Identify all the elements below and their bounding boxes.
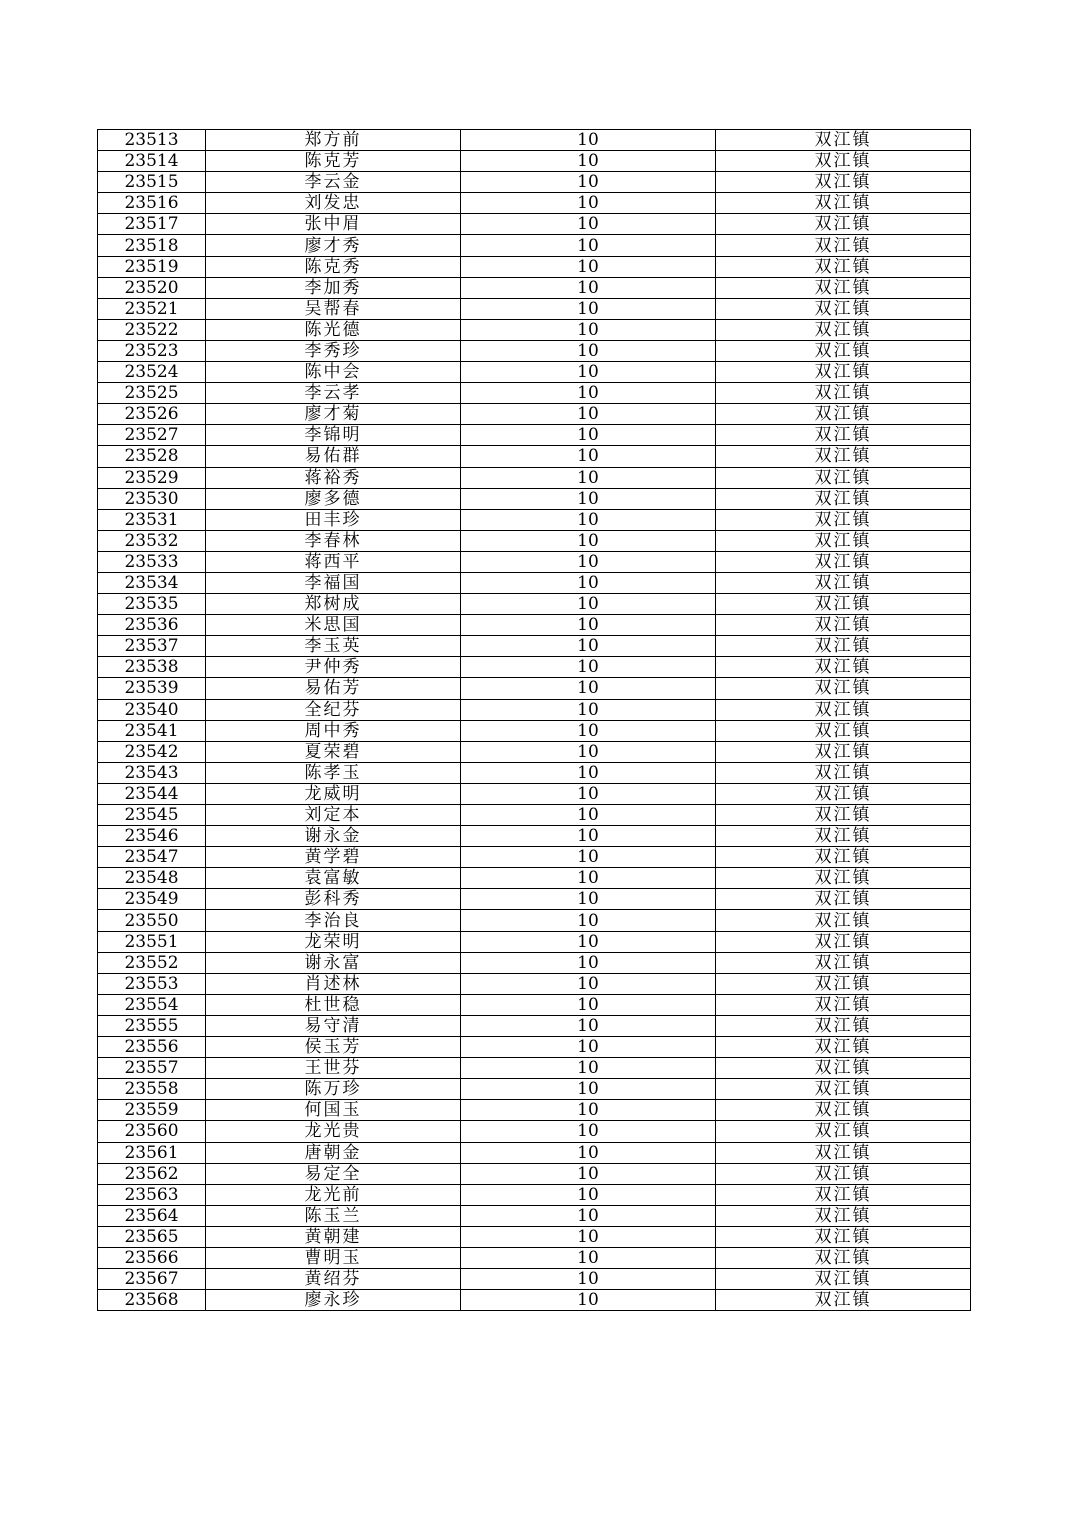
- amount-cell: 10: [461, 741, 716, 762]
- row-number-cell: 23533: [98, 551, 206, 572]
- row-number-cell: 23528: [98, 446, 206, 467]
- name-cell: 黄绍芬: [206, 1269, 461, 1290]
- row-number-cell: 23559: [98, 1100, 206, 1121]
- name-cell: 陈玉兰: [206, 1205, 461, 1226]
- amount-cell: 10: [461, 1226, 716, 1247]
- amount-cell: 10: [461, 615, 716, 636]
- row-number-cell: 23532: [98, 530, 206, 551]
- town-cell: 双江镇: [716, 1121, 971, 1142]
- town-cell: 双江镇: [716, 1142, 971, 1163]
- amount-cell: 10: [461, 446, 716, 467]
- amount-cell: 10: [461, 551, 716, 572]
- amount-cell: 10: [461, 340, 716, 361]
- table-row: [98, 699, 971, 720]
- town-cell: 双江镇: [716, 1269, 971, 1290]
- town-cell: 双江镇: [716, 1079, 971, 1100]
- amount-cell: 10: [461, 1142, 716, 1163]
- name-cell: 蒋西平: [206, 551, 461, 572]
- name-cell: 易定全: [206, 1163, 461, 1184]
- table-row: [98, 425, 971, 446]
- table-row: [98, 994, 971, 1015]
- name-cell: 蒋裕秀: [206, 467, 461, 488]
- table-row: [98, 235, 971, 256]
- name-cell: 龙荣明: [206, 931, 461, 952]
- row-number-cell: 23530: [98, 488, 206, 509]
- row-number-cell: 23534: [98, 572, 206, 593]
- town-cell: 双江镇: [716, 741, 971, 762]
- amount-cell: 10: [461, 151, 716, 172]
- amount-cell: 10: [461, 594, 716, 615]
- row-number-cell: 23551: [98, 931, 206, 952]
- amount-cell: 10: [461, 298, 716, 319]
- table-row: [98, 973, 971, 994]
- amount-cell: 10: [461, 467, 716, 488]
- town-cell: 双江镇: [716, 277, 971, 298]
- row-number-cell: 23521: [98, 298, 206, 319]
- name-cell: 郑树成: [206, 594, 461, 615]
- amount-cell: 10: [461, 319, 716, 340]
- name-cell: 肖述林: [206, 973, 461, 994]
- town-cell: 双江镇: [716, 868, 971, 889]
- table-row: [98, 594, 971, 615]
- town-cell: 双江镇: [716, 973, 971, 994]
- table-row: [98, 847, 971, 868]
- row-number-cell: 23549: [98, 889, 206, 910]
- row-number-cell: 23538: [98, 657, 206, 678]
- name-cell: 田丰珍: [206, 509, 461, 530]
- table-row: [98, 1290, 971, 1311]
- town-cell: 双江镇: [716, 1037, 971, 1058]
- town-cell: 双江镇: [716, 952, 971, 973]
- table-row: [98, 889, 971, 910]
- row-number-cell: 23513: [98, 130, 206, 151]
- amount-cell: 10: [461, 193, 716, 214]
- amount-cell: 10: [461, 931, 716, 952]
- name-cell: 廖才菊: [206, 404, 461, 425]
- town-cell: 双江镇: [716, 509, 971, 530]
- table-row: [98, 678, 971, 699]
- name-cell: 刘定本: [206, 805, 461, 826]
- town-cell: 双江镇: [716, 235, 971, 256]
- row-number-cell: 23564: [98, 1205, 206, 1226]
- table-row: [98, 130, 971, 151]
- amount-cell: 10: [461, 572, 716, 593]
- table-row: [98, 298, 971, 319]
- name-cell: 廖才秀: [206, 235, 461, 256]
- row-number-cell: 23522: [98, 319, 206, 340]
- town-cell: 双江镇: [716, 1247, 971, 1268]
- town-cell: 双江镇: [716, 699, 971, 720]
- table-row: [98, 1015, 971, 1036]
- town-cell: 双江镇: [716, 446, 971, 467]
- row-number-cell: 23558: [98, 1079, 206, 1100]
- town-cell: 双江镇: [716, 130, 971, 151]
- town-cell: 双江镇: [716, 193, 971, 214]
- table-row: [98, 530, 971, 551]
- town-cell: 双江镇: [716, 678, 971, 699]
- town-cell: 双江镇: [716, 636, 971, 657]
- name-cell: 陈中会: [206, 362, 461, 383]
- table-row: [98, 1079, 971, 1100]
- town-cell: 双江镇: [716, 910, 971, 931]
- table-row: [98, 805, 971, 826]
- amount-cell: 10: [461, 214, 716, 235]
- row-number-cell: 23516: [98, 193, 206, 214]
- table-row: [98, 1142, 971, 1163]
- table-row: [98, 1058, 971, 1079]
- name-cell: 李玉英: [206, 636, 461, 657]
- name-cell: 李云金: [206, 172, 461, 193]
- row-number-cell: 23550: [98, 910, 206, 931]
- roster-table: [97, 129, 971, 1311]
- amount-cell: 10: [461, 130, 716, 151]
- amount-cell: 10: [461, 805, 716, 826]
- row-number-cell: 23527: [98, 425, 206, 446]
- town-cell: 双江镇: [716, 488, 971, 509]
- town-cell: 双江镇: [716, 1015, 971, 1036]
- name-cell: 黄学碧: [206, 847, 461, 868]
- name-cell: 李加秀: [206, 277, 461, 298]
- amount-cell: 10: [461, 1079, 716, 1100]
- name-cell: 李锦明: [206, 425, 461, 446]
- amount-cell: 10: [461, 783, 716, 804]
- row-number-cell: 23541: [98, 720, 206, 741]
- town-cell: 双江镇: [716, 847, 971, 868]
- name-cell: 袁富敏: [206, 868, 461, 889]
- name-cell: 唐朝金: [206, 1142, 461, 1163]
- name-cell: 龙威明: [206, 783, 461, 804]
- amount-cell: 10: [461, 762, 716, 783]
- name-cell: 张中眉: [206, 214, 461, 235]
- name-cell: 尹仲秀: [206, 657, 461, 678]
- row-number-cell: 23545: [98, 805, 206, 826]
- amount-cell: 10: [461, 1037, 716, 1058]
- row-number-cell: 23568: [98, 1290, 206, 1311]
- amount-cell: 10: [461, 720, 716, 741]
- row-number-cell: 23526: [98, 404, 206, 425]
- table-row: [98, 509, 971, 530]
- amount-cell: 10: [461, 699, 716, 720]
- name-cell: 李福国: [206, 572, 461, 593]
- name-cell: 易佑芳: [206, 678, 461, 699]
- table-row: [98, 931, 971, 952]
- row-number-cell: 23552: [98, 952, 206, 973]
- table-row: [98, 467, 971, 488]
- row-number-cell: 23561: [98, 1142, 206, 1163]
- amount-cell: 10: [461, 1247, 716, 1268]
- name-cell: 李秀珍: [206, 340, 461, 361]
- row-number-cell: 23543: [98, 762, 206, 783]
- table-row: [98, 910, 971, 931]
- town-cell: 双江镇: [716, 319, 971, 340]
- amount-cell: 10: [461, 1015, 716, 1036]
- name-cell: 吴帮春: [206, 298, 461, 319]
- town-cell: 双江镇: [716, 1163, 971, 1184]
- amount-cell: 10: [461, 994, 716, 1015]
- table-row: [98, 657, 971, 678]
- town-cell: 双江镇: [716, 404, 971, 425]
- table-row: [98, 1205, 971, 1226]
- amount-cell: 10: [461, 1269, 716, 1290]
- name-cell: 米思国: [206, 615, 461, 636]
- town-cell: 双江镇: [716, 1100, 971, 1121]
- row-number-cell: 23560: [98, 1121, 206, 1142]
- town-cell: 双江镇: [716, 151, 971, 172]
- town-cell: 双江镇: [716, 551, 971, 572]
- town-cell: 双江镇: [716, 298, 971, 319]
- town-cell: 双江镇: [716, 1290, 971, 1311]
- table-row: [98, 952, 971, 973]
- amount-cell: 10: [461, 1100, 716, 1121]
- name-cell: 廖永珍: [206, 1290, 461, 1311]
- name-cell: 龙光贵: [206, 1121, 461, 1142]
- amount-cell: 10: [461, 973, 716, 994]
- name-cell: 李治良: [206, 910, 461, 931]
- table-row: [98, 319, 971, 340]
- amount-cell: 10: [461, 657, 716, 678]
- town-cell: 双江镇: [716, 1226, 971, 1247]
- table-row: [98, 826, 971, 847]
- town-cell: 双江镇: [716, 1205, 971, 1226]
- table-row: [98, 193, 971, 214]
- town-cell: 双江镇: [716, 826, 971, 847]
- amount-cell: 10: [461, 868, 716, 889]
- row-number-cell: 23548: [98, 868, 206, 889]
- row-number-cell: 23562: [98, 1163, 206, 1184]
- amount-cell: 10: [461, 1058, 716, 1079]
- amount-cell: 10: [461, 826, 716, 847]
- row-number-cell: 23557: [98, 1058, 206, 1079]
- name-cell: 郑方前: [206, 130, 461, 151]
- table-row: [98, 277, 971, 298]
- amount-cell: 10: [461, 425, 716, 446]
- row-number-cell: 23563: [98, 1184, 206, 1205]
- town-cell: 双江镇: [716, 805, 971, 826]
- table-row: [98, 636, 971, 657]
- amount-cell: 10: [461, 362, 716, 383]
- name-cell: 谢永富: [206, 952, 461, 973]
- table-row: [98, 1184, 971, 1205]
- table-row: [98, 615, 971, 636]
- name-cell: 杜世稳: [206, 994, 461, 1015]
- table-row: [98, 1121, 971, 1142]
- town-cell: 双江镇: [716, 762, 971, 783]
- town-cell: 双江镇: [716, 383, 971, 404]
- town-cell: 双江镇: [716, 362, 971, 383]
- amount-cell: 10: [461, 910, 716, 931]
- name-cell: 陈克秀: [206, 256, 461, 277]
- row-number-cell: 23555: [98, 1015, 206, 1036]
- town-cell: 双江镇: [716, 340, 971, 361]
- row-number-cell: 23553: [98, 973, 206, 994]
- town-cell: 双江镇: [716, 1058, 971, 1079]
- amount-cell: 10: [461, 1163, 716, 1184]
- amount-cell: 10: [461, 509, 716, 530]
- amount-cell: 10: [461, 256, 716, 277]
- name-cell: 陈万珍: [206, 1079, 461, 1100]
- name-cell: 李春林: [206, 530, 461, 551]
- town-cell: 双江镇: [716, 994, 971, 1015]
- row-number-cell: 23539: [98, 678, 206, 699]
- amount-cell: 10: [461, 1205, 716, 1226]
- town-cell: 双江镇: [716, 425, 971, 446]
- name-cell: 李云孝: [206, 383, 461, 404]
- table-row: [98, 404, 971, 425]
- amount-cell: 10: [461, 889, 716, 910]
- name-cell: 易佑群: [206, 446, 461, 467]
- table-row: [98, 868, 971, 889]
- row-number-cell: 23514: [98, 151, 206, 172]
- roster-table-body: [98, 130, 971, 1311]
- table-row: [98, 572, 971, 593]
- amount-cell: 10: [461, 404, 716, 425]
- amount-cell: 10: [461, 530, 716, 551]
- row-number-cell: 23546: [98, 826, 206, 847]
- amount-cell: 10: [461, 1184, 716, 1205]
- row-number-cell: 23519: [98, 256, 206, 277]
- table-row: [98, 1100, 971, 1121]
- town-cell: 双江镇: [716, 1184, 971, 1205]
- amount-cell: 10: [461, 488, 716, 509]
- table-row: [98, 1037, 971, 1058]
- town-cell: 双江镇: [716, 931, 971, 952]
- table-row: [98, 340, 971, 361]
- town-cell: 双江镇: [716, 572, 971, 593]
- town-cell: 双江镇: [716, 467, 971, 488]
- town-cell: 双江镇: [716, 720, 971, 741]
- table-row: [98, 172, 971, 193]
- amount-cell: 10: [461, 847, 716, 868]
- name-cell: 陈光德: [206, 319, 461, 340]
- name-cell: 谢永金: [206, 826, 461, 847]
- town-cell: 双江镇: [716, 889, 971, 910]
- table-row: [98, 1163, 971, 1184]
- row-number-cell: 23537: [98, 636, 206, 657]
- name-cell: 陈克芳: [206, 151, 461, 172]
- name-cell: 彭科秀: [206, 889, 461, 910]
- name-cell: 易守清: [206, 1015, 461, 1036]
- table-row: [98, 1269, 971, 1290]
- name-cell: 夏荣碧: [206, 741, 461, 762]
- table-row: [98, 720, 971, 741]
- row-number-cell: 23536: [98, 615, 206, 636]
- amount-cell: 10: [461, 636, 716, 657]
- table-row: [98, 551, 971, 572]
- amount-cell: 10: [461, 1290, 716, 1311]
- table-row: [98, 362, 971, 383]
- row-number-cell: 23547: [98, 847, 206, 868]
- name-cell: 曹明玉: [206, 1247, 461, 1268]
- row-number-cell: 23544: [98, 783, 206, 804]
- row-number-cell: 23535: [98, 594, 206, 615]
- amount-cell: 10: [461, 678, 716, 699]
- table-row: [98, 256, 971, 277]
- name-cell: 周中秀: [206, 720, 461, 741]
- table-row: [98, 214, 971, 235]
- name-cell: 刘发忠: [206, 193, 461, 214]
- table-row: [98, 151, 971, 172]
- town-cell: 双江镇: [716, 214, 971, 235]
- row-number-cell: 23529: [98, 467, 206, 488]
- row-number-cell: 23542: [98, 741, 206, 762]
- row-number-cell: 23556: [98, 1037, 206, 1058]
- row-number-cell: 23565: [98, 1226, 206, 1247]
- table-row: [98, 1247, 971, 1268]
- table-row: [98, 783, 971, 804]
- table-row: [98, 488, 971, 509]
- row-number-cell: 23525: [98, 383, 206, 404]
- name-cell: 龙光前: [206, 1184, 461, 1205]
- name-cell: 何国玉: [206, 1100, 461, 1121]
- town-cell: 双江镇: [716, 530, 971, 551]
- name-cell: 王世芬: [206, 1058, 461, 1079]
- amount-cell: 10: [461, 952, 716, 973]
- town-cell: 双江镇: [716, 657, 971, 678]
- table-row: [98, 383, 971, 404]
- row-number-cell: 23554: [98, 994, 206, 1015]
- name-cell: 廖多德: [206, 488, 461, 509]
- table-row: [98, 1226, 971, 1247]
- row-number-cell: 23523: [98, 340, 206, 361]
- town-cell: 双江镇: [716, 256, 971, 277]
- table-row: [98, 741, 971, 762]
- town-cell: 双江镇: [716, 615, 971, 636]
- table-row: [98, 446, 971, 467]
- row-number-cell: 23520: [98, 277, 206, 298]
- amount-cell: 10: [461, 383, 716, 404]
- amount-cell: 10: [461, 172, 716, 193]
- amount-cell: 10: [461, 277, 716, 298]
- row-number-cell: 23517: [98, 214, 206, 235]
- town-cell: 双江镇: [716, 783, 971, 804]
- town-cell: 双江镇: [716, 172, 971, 193]
- row-number-cell: 23566: [98, 1247, 206, 1268]
- name-cell: 黄朝建: [206, 1226, 461, 1247]
- amount-cell: 10: [461, 1121, 716, 1142]
- amount-cell: 10: [461, 235, 716, 256]
- table-row: [98, 762, 971, 783]
- town-cell: 双江镇: [716, 594, 971, 615]
- name-cell: 全纪芬: [206, 699, 461, 720]
- name-cell: 陈孝玉: [206, 762, 461, 783]
- row-number-cell: 23567: [98, 1269, 206, 1290]
- row-number-cell: 23515: [98, 172, 206, 193]
- row-number-cell: 23540: [98, 699, 206, 720]
- row-number-cell: 23518: [98, 235, 206, 256]
- name-cell: 侯玉芳: [206, 1037, 461, 1058]
- row-number-cell: 23524: [98, 362, 206, 383]
- row-number-cell: 23531: [98, 509, 206, 530]
